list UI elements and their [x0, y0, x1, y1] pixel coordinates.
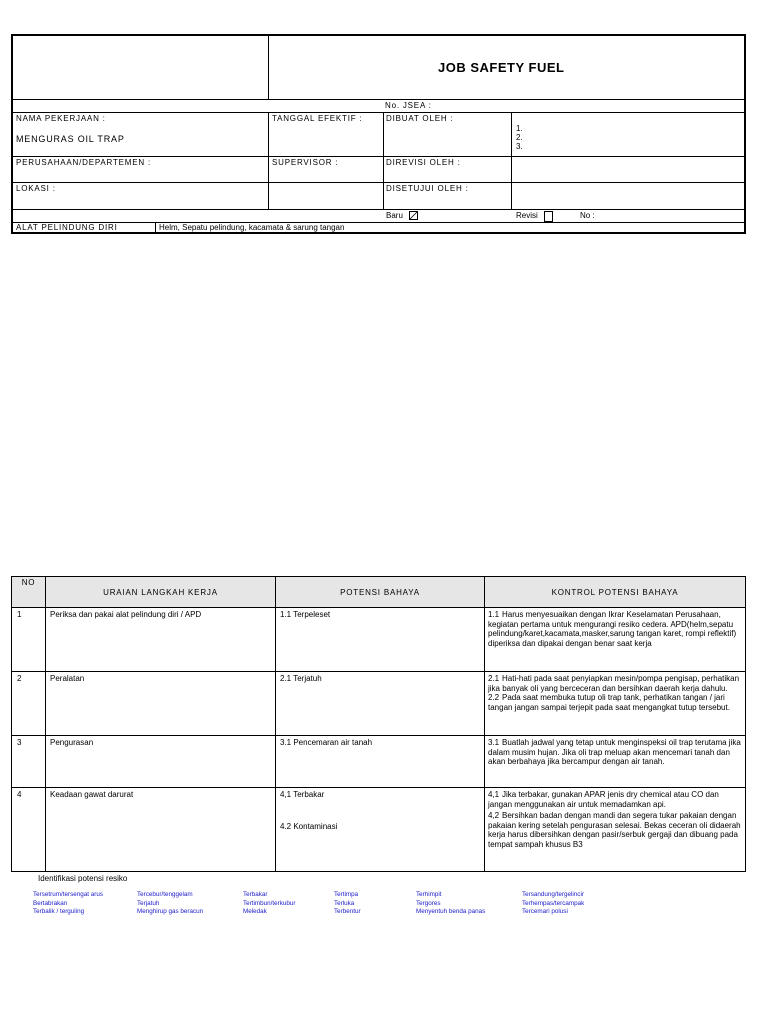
kontrol-number: 4,1 — [488, 790, 500, 799]
kontrol-number: 2.2 — [488, 693, 500, 703]
potensi-cell: 4.2 Kontaminasi — [280, 822, 338, 831]
kontrol-text: Hati-hati pada saat penyiapkan mesin/pompa pengisap, perhatikan jika banyak oli yang berceceran dan bersihkan daerah kerja dahulu. — [488, 674, 740, 693]
legend-item: Menyentuh benda panas — [416, 908, 486, 915]
apd-value: Helm, Sepatu pelindung, kacamata & sarung tangan — [159, 223, 345, 232]
column-header-kontrol: KONTROL POTENSI BAHAYA — [485, 577, 745, 607]
jsea-table — [11, 576, 746, 872]
list-item: 3. — [516, 142, 523, 151]
legend-column — [416, 891, 485, 917]
apd-label: ALAT PELINDUNG DIRI — [16, 223, 118, 232]
potensi-cell: 2.1 Terjatuh — [280, 674, 322, 683]
no-label: No : — [580, 211, 595, 220]
legend-item: Bertabrakan — [33, 899, 68, 907]
row-number: 2 — [17, 674, 22, 683]
divider — [12, 787, 745, 788]
legend-column — [522, 891, 584, 917]
divider — [268, 36, 269, 99]
legend-item: Tercebur/tenggelam — [137, 891, 193, 898]
legend-item: Terbentur — [334, 908, 361, 915]
row-number: 3 — [17, 738, 22, 747]
legend-item: Terbalik / terguling — [33, 908, 85, 915]
kontrol-number: 1.1 — [488, 610, 500, 619]
perusahaan-label: PERUSAHAAN/DEPARTEMEN : — [16, 158, 152, 167]
kontrol-cell — [488, 738, 743, 767]
kontrol-text: Harus menyesuaikan dengan Ikrar Keselamatan Perusahaan, kegiatan pertama untuk mengurangi resiko cedera. APD(helm,sepatu pelindung/karet,kacamata,masker,sarung tangan karet, rompi reflektif) diperiksa dan dipakai dengan benar saat kerja — [488, 610, 737, 648]
kontrol-text: Pada saat membuka tutup oli trap tank, perhatikan tangan / jari tangan jangan sampai terjepit pada saat mengangkat tutup tersebut. — [488, 693, 730, 712]
kontrol-text: Buatlah jadwal yang tetap untuk menginspeksi oil trap terutama jika dalam musim hujan. Jika oli trap meluap akan mencemari tanah dan akan berbahaya jika bercampur dengan air tanah. — [488, 738, 741, 767]
legend-item: Meledak — [243, 908, 267, 915]
divider — [13, 99, 744, 100]
legend-column — [334, 891, 361, 917]
legend-item: Terbakar — [243, 891, 268, 898]
legend-item: Menghirup gas beracun — [137, 908, 204, 915]
page-title: JOB SAFETY FUEL — [438, 60, 565, 75]
supervisor-label: SUPERVISOR : — [272, 158, 339, 167]
kontrol-number: 3.1 — [488, 738, 500, 747]
legend-column — [243, 891, 296, 917]
divider — [13, 209, 744, 210]
list-item: 1. — [516, 124, 523, 133]
legend-column — [33, 891, 103, 917]
kontrol-text: Bersihkan badan dengan mandi dan segera tukar pakaian dengan pakaian kering setelah pengurasan selesai. Bekas ceceran oli didaerah kerja harus dibersihkan dengan pasir/serbuk gergaji dan dibuang pada tempat sampah khusus B3 — [488, 811, 741, 849]
dibuat-oleh-list — [516, 124, 523, 151]
baru-checkbox[interactable] — [409, 211, 418, 220]
column-header-no: NO — [12, 577, 45, 608]
nama-pekerjaan-value: MENGURAS OIL TRAP — [16, 134, 125, 144]
column-header-potensi: POTENSI BAHAYA — [276, 577, 484, 607]
legend-item: Tercemari polusi — [522, 908, 568, 915]
divider — [13, 156, 744, 157]
potensi-cell: 3.1 Pencemaran air tanah — [280, 738, 373, 747]
legend-item: Tertimpa — [334, 891, 359, 898]
legend-item: Terluka — [334, 899, 355, 907]
potensi-cell: 1.1 Terpeleset — [280, 610, 331, 619]
divider — [275, 577, 276, 871]
divider — [13, 182, 744, 183]
disetujui-label: DISETUJUI OLEH : — [386, 184, 469, 193]
legend-item: Tersetrum/tersengat arus — [33, 891, 103, 898]
divider — [511, 112, 512, 209]
legend-item: Tertimbun/terkubur — [243, 899, 296, 907]
legend-column — [137, 891, 203, 917]
legend-item: Tergores — [416, 899, 441, 907]
revisi-label: Revisi — [516, 211, 538, 220]
divider — [155, 222, 156, 234]
legend-item: Terjatuh — [137, 899, 160, 907]
kontrol-cell — [488, 610, 743, 648]
uraian-cell: Periksa dan pakai alat pelindung diri / APD — [50, 610, 202, 619]
checkmark-icon — [409, 211, 418, 220]
header-form — [11, 34, 746, 234]
legend-title: Identifikasi potensi resiko — [38, 874, 128, 883]
row-number: 1 — [17, 610, 22, 619]
revisi-checkbox[interactable] — [544, 211, 553, 222]
dibuat-oleh-label: DIBUAT OLEH : — [386, 114, 454, 123]
direvisi-label: DIREVISI OLEH : — [386, 158, 461, 167]
divider — [484, 577, 485, 871]
uraian-cell: Keadaan gawat darurat — [50, 790, 134, 799]
divider — [45, 577, 46, 871]
list-item: 2. — [516, 133, 523, 142]
nama-pekerjaan-label: NAMA PEKERJAAN : — [16, 114, 106, 123]
baru-label: Baru — [386, 211, 403, 220]
no-jsea-label: No. JSEA : — [385, 101, 432, 110]
divider — [383, 112, 384, 209]
divider — [13, 222, 744, 223]
kontrol-number: 2.1 — [488, 674, 500, 683]
uraian-cell: Pengurasan — [50, 738, 94, 747]
divider — [12, 607, 745, 608]
lokasi-label: LOKASI : — [16, 184, 56, 193]
row-number: 4 — [17, 790, 22, 799]
potensi-cell: 4,1 Terbakar — [280, 790, 325, 799]
divider — [13, 112, 744, 113]
tanggal-efektif-label: TANGGAL EFEKTIF : — [272, 114, 363, 123]
uraian-cell: Peralatan — [50, 674, 85, 683]
column-header-uraian: URAIAN LANGKAH KERJA — [46, 577, 275, 607]
kontrol-cell — [488, 790, 743, 850]
legend-item: Terhempas/tercampak — [522, 899, 585, 907]
legend-item: Tersandung/tergelincir — [522, 891, 584, 898]
divider — [12, 735, 745, 736]
kontrol-cell — [488, 674, 743, 712]
kontrol-number: 4,2 — [488, 811, 500, 821]
divider — [268, 112, 269, 209]
legend-item: Terhimpit — [416, 891, 442, 898]
kontrol-text: Jika terbakar, gunakan APAR jenis dry chemical atau CO dan jangan menggunakan air untuk memadamkan api. — [488, 790, 719, 809]
divider — [12, 671, 745, 672]
